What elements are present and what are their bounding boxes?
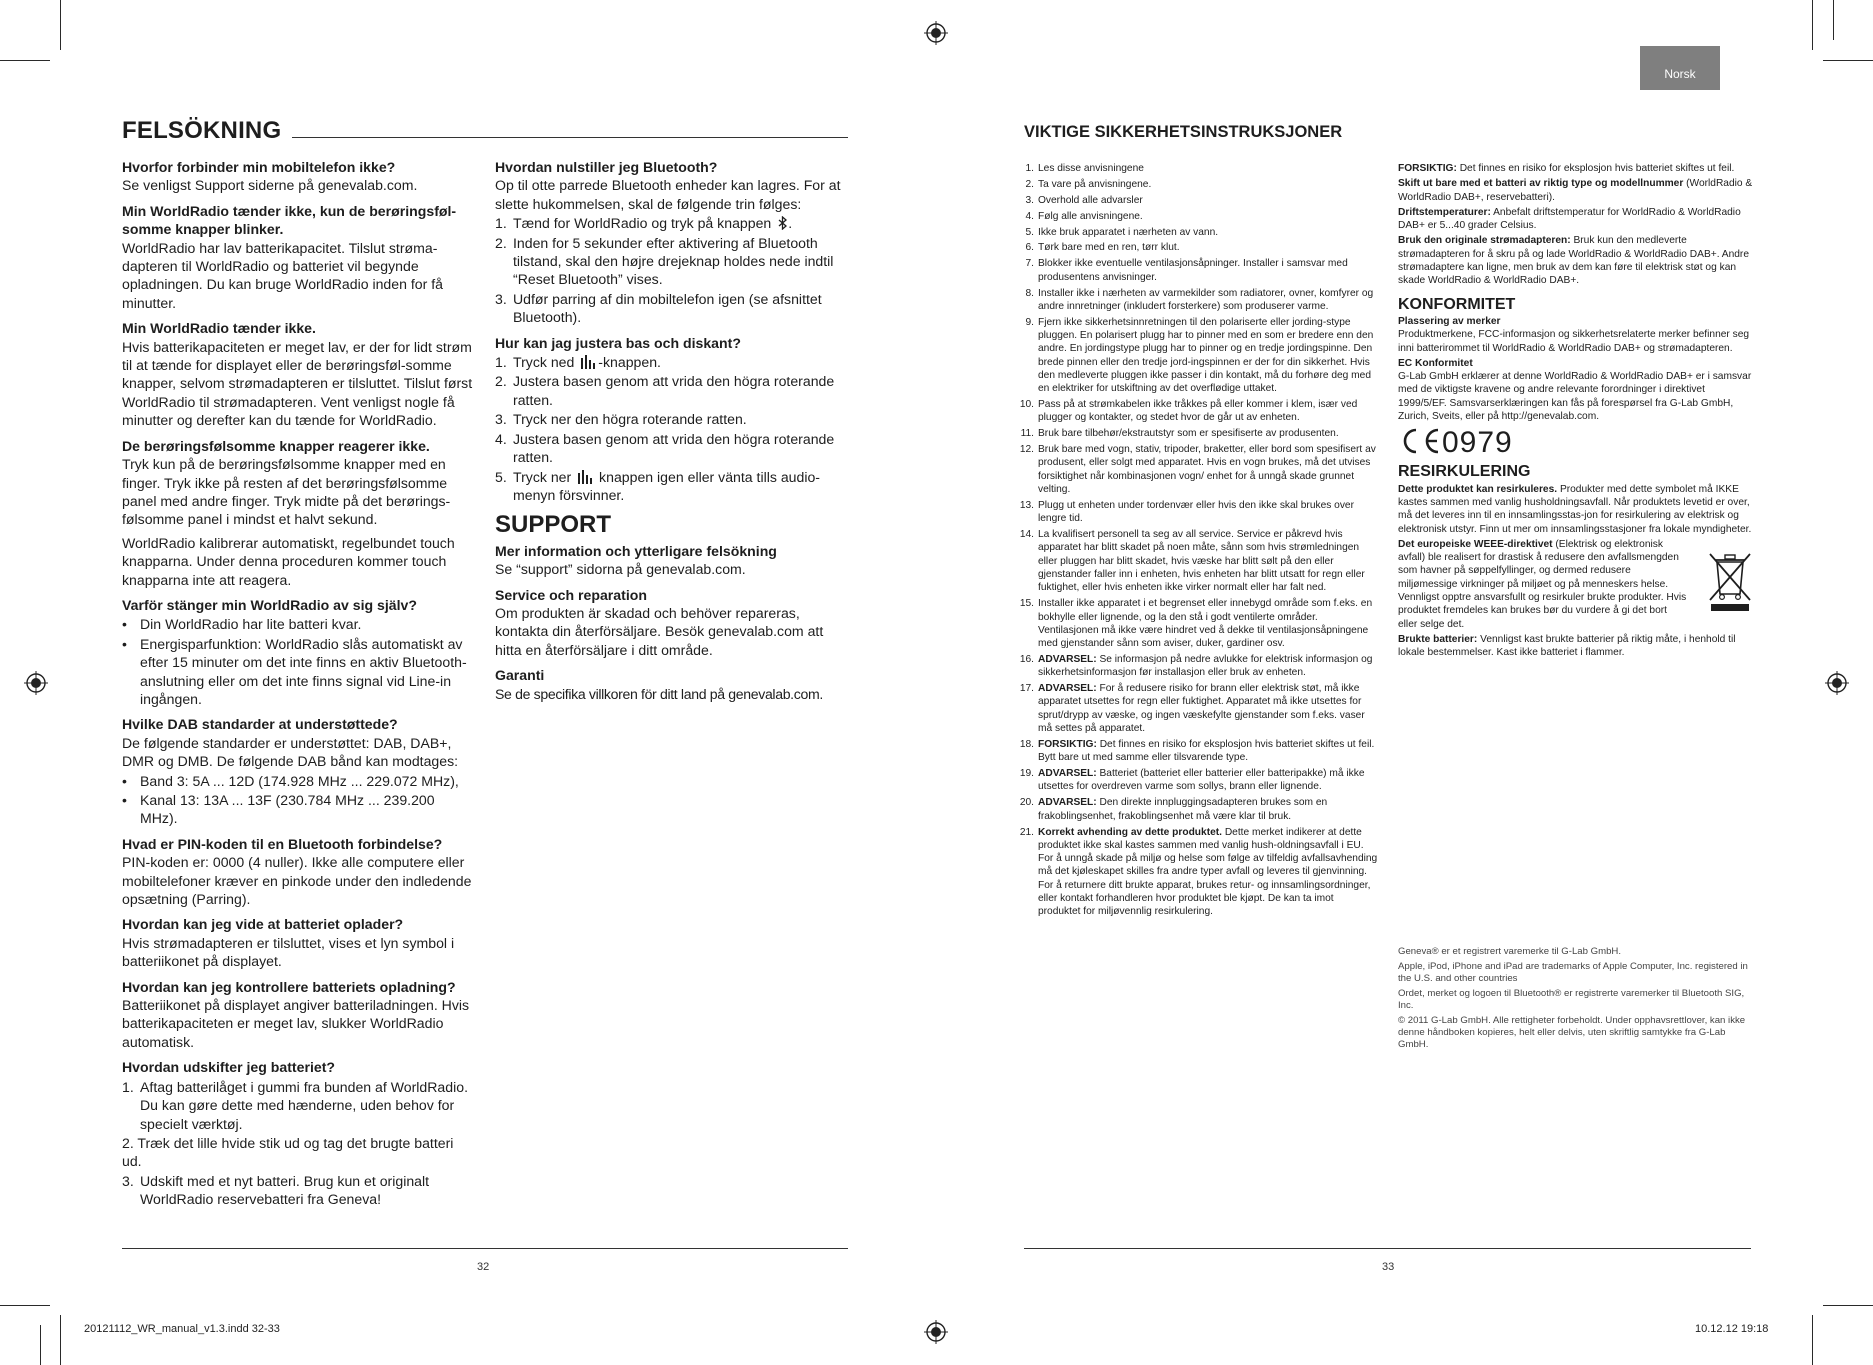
safety-item: 10. Pass på at strømkabelen ikke tråkkes på eller kommer i klem, især ved plugger og kontakter, og stedet hvor de går ut av enheten.	[1019, 399, 1358, 424]
safety-item: 1. Les disse anvisningene	[1025, 163, 1144, 174]
equalizer-icon	[580, 355, 598, 369]
konformitet-heading: KONFORMITET	[1398, 295, 1516, 313]
safety-item: 19. ADVARSEL: Batteriet (batteriet eller batterier eller batteripakke) må ikke utsettes for overdreven varme som sollys, brann eller lignende.	[1019, 768, 1365, 793]
page-number-left: 32	[477, 1261, 490, 1273]
faq-answer: PIN-koden er: 0000 (4 nuller). Ikke alle computere eller mobiltelefoner kræver en pinkode under den indledende opsætning (Parring).	[122, 854, 472, 908]
list-item: 2. Træk det lille hvide stik ud og tag det brugte batteri ud.	[122, 1134, 454, 1170]
safety-item: 14. La kvalifisert personell ta seg av all service. Service er påkrevd hvis apparatet har blitt skadet på noen måte, sånn som hvis strømledningen eller pluggen har blitt skadet, hvis væske har blitt sølt på den eller gjenstander faller inn i enheten, hvis enheten har blitt utsatt for regn eller fuktighet, eller hvis enheten ikke virker normalt eller har falt ned.	[1019, 529, 1365, 594]
equalizer-icon	[577, 470, 595, 484]
faq-question: Hur kan jag justera bas och diskant?	[495, 334, 741, 351]
safety-item: 8. Installer ikke i nærheten av varmekilder som radiatorer, ovner, komfyrer og andre innretninger (inkludert forsterkere) som produserer varme.	[1025, 287, 1374, 312]
ce-icon	[1398, 427, 1442, 455]
list-item: 2. Inden for 5 sekunder efter aktivering af Bluetooth tilstand, skal den højre drejeknap holdes nede indtil “Reset Bluetooth” vises.	[495, 234, 834, 288]
faq-answer: De følgende standarder er understøttet: DAB, DAB+, DMR og DMB. De følgende DAB bånd kan modtages:	[122, 734, 459, 770]
faq-question: Mer information och ytterligare felsökning	[495, 542, 777, 559]
faq-question: Service och reparation	[495, 586, 647, 603]
safety-item: 18. FORSIKTIG: Det finnes en risiko for eksplosjon hvis batteriet skiftes ut feil. Bytt bare ut med samme eller tilsvarende type.	[1019, 738, 1375, 764]
heading-rule	[292, 137, 848, 138]
subheading: EC Konformitet	[1398, 357, 1473, 369]
list-item: • Energisparfunktion: WorldRadio slås automatiskt av efter 15 minuter om det inte finns en aktiv Bluetooth-anslutning eller om det inte finns signal vid Line-in ingången.	[122, 635, 467, 707]
faq-answer: WorldRadio har lav batterikapacitet. Tilslut strøma-dapteren til WorldRadio og batteriet vil begynde opladningen. Du kan bruge WorldRadio inden for få minutter.	[122, 239, 443, 311]
safety-item: 11. Bruk bare tilbehør/ekstrautstyr som er spesifiserte av produsenten.	[1020, 428, 1339, 440]
safety-item: 5. Ikke bruk apparatet i nærheten av vann.	[1025, 226, 1219, 238]
list-item: 3. Udfør parring af din mobiltelefon igen (se afsnittet Bluetooth).	[495, 290, 822, 326]
list-item: 5. Tryck ner knappen igen eller vänta tills audio-menyn försvinner.	[495, 468, 821, 503]
faq-column-1	[122, 158, 474, 1210]
faq-question: Min WorldRadio tænder ikke, kun de berøringsføl-somme knapper blinker.	[122, 202, 457, 238]
list-item: • Din WorldRadio har lite batteri kvar.	[122, 616, 362, 633]
paragraph: FORSIKTIG: Det finnes en risiko for eksplosjon hvis batteriet skiftes ut feil.	[1398, 163, 1735, 174]
faq-answer: Hvis batterikapaciteten er meget lav, er der for lidt strøm til at tænde for displayet eller de berøringsføl-somme knapper, selvom strømadapteren er tilsluttet. Tilslut først WorldRadio til strømadapteren. Vent venligst nogle få minutter og derefter kan du tænde for WorldRadio.	[122, 338, 473, 429]
faq-question: Min WorldRadio tænder ikke.	[122, 320, 316, 337]
faq-answer: Se venligst Support siderne på genevalab.com.	[122, 177, 418, 194]
safety-item: 7. Blokker ikke eventuelle ventilasjonsåpninger. Installer i samsvar med produsentens anvisninger.	[1025, 258, 1348, 283]
legal-line: Geneva® er et registrert varemerke til G-Lab GmbH.	[1398, 946, 1622, 957]
safety-item: 4. Følg alle anvisningene.	[1025, 210, 1143, 222]
list-item: 1. Tænd for WorldRadio og tryk på knappen .	[495, 215, 793, 232]
faq-question: Hvordan kan jeg vide at batteriet oplader?	[122, 916, 404, 933]
footer-rule	[122, 1248, 848, 1249]
faq-question: Hvordan udskifter jeg batteriet?	[122, 1059, 336, 1076]
list-item: • Band 3: 5A ... 12D (174.928 MHz ... 229.072 MHz),	[122, 772, 459, 789]
paragraph: Skift ut bare med et batteri av riktig type og modellnummer (WorldRadio & WorldRadio DAB+, reservebatteri).	[1398, 178, 1753, 203]
registration-mark-icon	[1825, 671, 1849, 695]
info-column	[1398, 162, 1755, 662]
faq-answer: Se de specifika villkoren för ditt land på genevalab.com.	[495, 685, 823, 702]
footer-rule	[1024, 1248, 1751, 1249]
page-number-right: 33	[1382, 1261, 1395, 1273]
page-title-felsokning: FELSÖKNING	[122, 117, 282, 144]
safety-item: 9. Fjern ikke sikkerhetsinnretningen til den polariserte eller jording-stype pluggen. En polarisert plugg har to pinner med en som er bredere enn den andre. En jordingstype plugg har to pinner og en tredje jordingspinne. Den brede pinnen eller den tredje jord-ingspinnen er der for din sikkerhet. Hvis den medleverte pluggen ikke passer i din kontakt, må du forhøre deg med en elektriker for utskiftning av det overflødige uttaket.	[1025, 316, 1374, 395]
faq-answer: Tryk kun på de berøringsfølsomme knapper med en finger. Tryk ikke på resten af det berøringsfølsomme panel med andre finger. Tryk midte på det berørings-følsomme panel i mindst et halvt sekund.	[122, 456, 451, 528]
safety-item: 2. Ta vare på anvisningene.	[1025, 178, 1152, 190]
safety-item: 17. ADVARSEL: For å redusere risiko for brann eller elektrisk støt, må ikke apparatet utsettes for regn eller fuktighet. Apparatet må ikke utsettes for sprut/drypp av væske, og ingen væskefylte gjenstander som f.eks. vaser må settes på apparatet.	[1019, 683, 1365, 735]
safety-item: 21. Korrekt avhending av dette produktet. Dette merket indikerer at dette produktet ikke skal kastes sammen med vanlig hush-oldningsavfall i EU. For å unngå skade på miljø og helse som følge av tilfeldig avfallsavhending må det kjøleskapet skilles fra andre typer avfall og leveres til gjenvinning. For å returnere ditt brukte apparat, brukes retur- og innsamlingsordninger, eller kontakt forhandleren hvor produktet ble kjøpt. De kan ta imot produktet for miljøvennlig resirkulering.	[1019, 826, 1378, 918]
subheading: Plassering av merker	[1398, 315, 1501, 327]
faq-question: Varför stänger min WorldRadio av sig själv?	[122, 596, 418, 613]
paragraph: Det europeiske WEEE-direktivet (Elektrisk og elektronisk avfall) ble realisert for drastisk å redusere den avfallsmengden som havner på søppelfyllinger, og dermed redusere miljømessige virkninger på miljøet og på menneskers helse. Vennligst opptre ansvarsfullt og resirkuler brukte produkter. Hvis produktet fremdeles kan brukes bør du vurdere å gi det bort eller selge det.	[1398, 538, 1687, 630]
safety-item: 12. Bruk bare med vogn, stativ, tripoder, braketter, eller bord som spesifisert av produsent, eller solgt med apparatet. Hvis en vogn brukes, må det utvises forsiktighet når kombinasjonen vogn/ enhet for å unngå skade grunnet velting.	[1019, 444, 1376, 496]
safety-item: 15. Installer ikke apparatet i et begrenset eller innebygd område som f.eks. en bokhylle eller lignende, og la den stå i godt ventilerte områder. Ventilasjonen må ikke være hindret ved å dekke til ventilasjonsåpningene med gjenstander sånn som aviser, duker, gardiner osv.	[1019, 598, 1373, 650]
print-slug-date: 10.12.12 19:18	[1695, 1323, 1769, 1335]
faq-column-2	[495, 158, 849, 703]
weee-block	[1398, 538, 1755, 631]
list-item: 1. Tryck ned -knappen.	[495, 354, 661, 371]
list-item: • Kanal 13: 13A ... 13F (230.784 MHz ... 239.200 MHz).	[122, 792, 435, 827]
resirkulering-heading: RESIRKULERING	[1398, 463, 1531, 481]
safety-heading: VIKTIGE SIKKERHETSINSTRUKSJONER	[1024, 123, 1343, 141]
legal-notices	[1398, 946, 1755, 1054]
ce-mark: 0979	[1398, 427, 1755, 455]
paragraph: Dette produktet kan resirkuleres. Produkter med dette symbolet må IKKE kastes sammen med vanlig husholdningsavfall. Når produktets levetid er over, må det leveres inn til en innsamlingsstas-jon for resirkulering av elektrisk og elektronisk utstyr. Finn ut mer om innsamlingsstasjoner fra lokale myndigheter.	[1398, 483, 1752, 535]
safety-list-column	[1010, 162, 1378, 921]
faq-answer: Hvis strømadapteren er tilsluttet, vises et lyn symbol i batteriikonet på displayet.	[122, 934, 455, 970]
paragraph: Produktmerkene, FCC-informasjon og sikkerhetsrelaterte merker befinner seg inni batterirommet til WorldRadio & WorldRadio DAB+ og strømadapteren.	[1398, 329, 1750, 354]
language-tab: Norsk	[1640, 46, 1720, 90]
safety-item: 16. ADVARSEL: Se informasjon på nedre avlukke for elektrisk informasjon og sikkerhetsinformasjon før installasjon eller bruk av enheten.	[1019, 654, 1373, 679]
print-slug-file: 20121112_WR_manual_v1.3.indd 32-33	[84, 1323, 280, 1335]
faq-question: Hvad er PIN-koden til en Bluetooth forbindelse?	[122, 835, 443, 852]
safety-item: 6. Tørk bare med en ren, tørr klut.	[1025, 242, 1180, 254]
faq-question: Hvorfor forbinder min mobiltelefon ikke?	[122, 159, 396, 175]
list-item: 2. Justera basen genom att vrida den högra roterande ratten.	[495, 373, 835, 408]
support-heading: SUPPORT	[495, 511, 612, 539]
faq-question: Hvordan kan jeg kontrollere batteriets opladning?	[122, 978, 456, 995]
list-item: 3. Tryck ner den högra roterande ratten.	[495, 411, 747, 428]
registration-mark-icon	[24, 671, 48, 695]
faq-answer: WorldRadio kalibrerar automatiskt, regelbundet touch knapparna. Under denna proceduren kommer touch knapparna inte att reagera.	[122, 534, 455, 588]
faq-question: Hvordan nulstiller jeg Bluetooth?	[495, 159, 718, 175]
paragraph: G-Lab GmbH erklærer at denne WorldRadio & WorldRadio DAB+ er i samsvar med de viktigste kravene og andre relevante forordninger i direktivet 1999/5/EF. Samsvarserklæringen kan fås på forespørsel fra G-Lab GmbH, Zurich, Sveits, eller på http://genevalab.com.	[1398, 371, 1752, 423]
registration-mark-icon	[924, 1320, 948, 1344]
registration-mark-icon	[924, 21, 948, 45]
list-item: 3. Udskift med et nyt batteri. Brug kun et originalt WorldRadio reservebatteri fra Geneva!	[122, 1172, 430, 1208]
weee-bin-icon	[1705, 550, 1755, 612]
safety-item: 13. Plugg ut enheten under tordenvær eller hvis den ikke skal brukes over lengre tid.	[1019, 499, 1354, 525]
bluetooth-icon	[778, 216, 788, 230]
legal-line: Apple, iPod, iPhone and iPad are trademarks of Apple Computer, Inc. registered in the U.S. and other countries	[1398, 961, 1748, 984]
list-item: 1. Aftag batterilåget i gummi fra bunden af WorldRadio. Du kan gøre dette med hænderne, uden behov for specielt værktøj.	[122, 1078, 468, 1132]
faq-answer: Se “support” sidorna på genevalab.com.	[495, 561, 746, 578]
faq-question: De berøringsfølsomme knapper reagerer ikke.	[122, 437, 430, 454]
list-item: 4. Justera basen genom att vrida den högra roterande ratten.	[495, 430, 835, 466]
faq-answer: Om produkten är skadad och behöver repareras, kontakta din återförsäljare. Besök genevalab.com att hitta en återförsäljare i ditt område.	[495, 604, 824, 658]
faq-answer: Batteriikonet på displayet angiver batteriladningen. Hvis batterikapaciteten er meget lav, slukker WorldRadio automatisk.	[122, 997, 470, 1050]
faq-question: Garanti	[495, 667, 545, 684]
legal-line: Ordet, merket og logoen til Bluetooth® er registrerte varemerker til Bluetooth SIG, Inc.	[1398, 988, 1745, 1011]
paragraph: Bruk den originale strømadapteren: Bruk kun den medleverte strømadapteren for å skru på og lade WorldRadio & WorldRadio DAB+. Andre strømadaptere kan ligne, men bruk av dem kan føre til elektrisk støt og kan skade WorldRadio & WorldRadio DAB+.	[1398, 235, 1749, 287]
paragraph: Driftstemperaturer: Anbefalt driftstemperatur for WorldRadio & WorldRadio DAB+ er 5...40 grader Celsius.	[1398, 206, 1741, 232]
legal-line: © 2011 G-Lab GmbH. Alle rettigheter forbeholdt. Under opphavsrettlover, kan ikke denne håndboken kopieres, helt eller delvis, uten skriftlig samtykke fra G-Lab GmbH.	[1398, 1015, 1746, 1050]
safety-item: 3. Overhold alle advarsler	[1025, 194, 1143, 206]
safety-item: 20. ADVARSEL: Den direkte innpluggingsadapteren brukes som en frakoblingsenhet, frakoblingsenhet må være klar til bruk.	[1019, 797, 1328, 822]
paragraph: Brukte batterier: Vennligst kast brukte batterier på riktig måte, i henhold til lokale bestemmelser. Kast ikke batteriet i flammer.	[1398, 633, 1736, 659]
faq-answer: Op til otte parrede Bluetooth enheder kan lagres. For at slette hukommelsen, skal de følgende trin følges:	[495, 177, 841, 212]
faq-question: Hvilke DAB standarder at understøttede?	[122, 716, 398, 733]
